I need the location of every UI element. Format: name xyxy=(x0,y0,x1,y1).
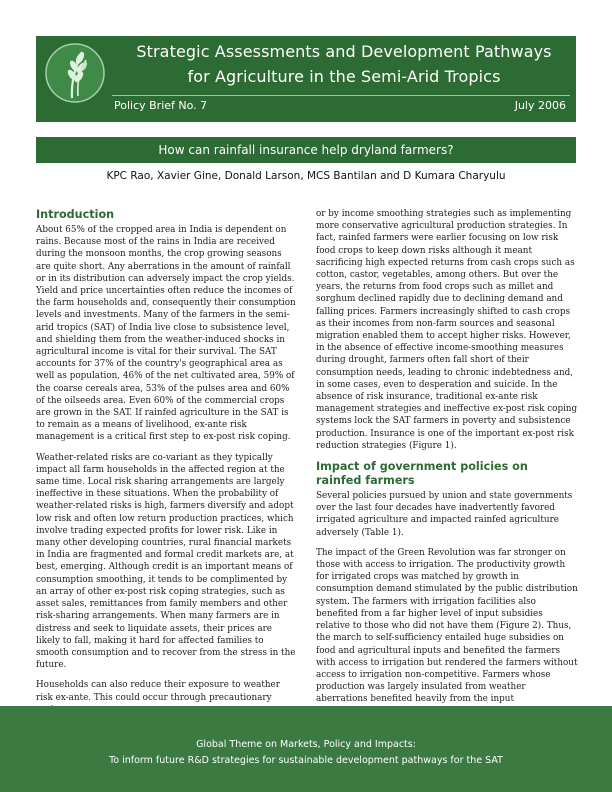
publication-date: July 2006 xyxy=(514,99,566,112)
left-text-column xyxy=(36,208,298,724)
intro-paragraph-2: Weather-related risks are co-variant as they typically impact all farm households in the affected region at the same time. Local risk sharing arrangements are largely ineffective in these situations. When the probability of weather-related risks is high, farmers diversify and adopt low risk and often low return production practices, which involve trading expected profits for lower risk. Like in many other developing countries, rural financial markets in India are fragmented and formal credit markets are, at best, emerging. Although credit is an important means of consumption smoothing, it tends to be complimented by an array of other ex-post risk coping strategies, such as asset sales, remittances from family members and other risk-sharing arrangements. When many farmers are in distress and seek to liquidate assets, their prices are likely to fall, making it hard for affected families to smooth consumption and to recover from the stress in the future. xyxy=(36,452,296,671)
header-banner xyxy=(36,36,576,122)
continued-paragraph: or by income smoothing strategies such as implementing more conservative agricultural production strategies. In fact, rainfed farmers were earlier focusing on low risk food crops to keep down risks although it meant sacrificing high expected returns from cash crops such as cotton, castor, vegetables, among others. But over the years, the returns from food crops such as millet and sorghum declined rapidly due to declining demand and falling prices. Farmers increasingly shifted to cash crops as their incomes from non-farm sources and seasonal migration enabled them to accept higher risks. However, in the absence of effective income-smoothing measures during drought, farmers often fall short of their consumption needs, leading to chronic indebtedness and, in some cases, even to desperation and suicide. In the absence of risk insurance, traditional ex-ante risk management strategies and ineffective ex-post risk coping systems lock the SAT farmers in poverty and subsistence production. Insurance is one of the important ex-post risk reduction strategies (Figure 1). xyxy=(316,209,578,451)
authors-line: KPC Rao, Xavier Gine, Donald Larson, MCS Bantilan and D Kumara Charyulu xyxy=(106,170,506,182)
publication-series-title-line1: Strategic Assessments and Development Pathways xyxy=(136,42,552,61)
policies-paragraph-1: Several policies pursued by union and state governments over the last four decades have inadvertently favored irrigated agriculture and impacted rainfed agriculture adversely (Table 1). xyxy=(316,491,573,538)
footer-banner xyxy=(0,706,612,792)
footer-mission-line: To inform future R&D strategies for sustainable development pathways for the SAT xyxy=(109,755,503,766)
header-divider xyxy=(112,95,570,96)
intro-paragraph-1: About 65% of the cropped area in India is dependent on rains. Because most of the rains in India are received during the monsoon months, the crop growing seasons are quite short. Any aberrations in the amount of rainfall or in its distribution can adversely impact the crop yields. Yield and price uncertainties often reduce the incomes of the farm households and, consequently their consumption levels and investments. Many of the farmers in the semi-arid tropics (SAT) of India live close to subsistence level, and shielding them from the weather-induced shocks in agricultural income is vital for their survival. The SAT accounts for 37% of the country's geographical area as well as population, 46% of the net cultivated area, 59% of the coarse cereals area, 53% of the pulses area and 60% of the oilseeds area. Even 60% of the commercial crops are grown in the SAT. If rainfed agriculture in the SAT is to remain as a means of livelihood, ex-ante risk management is a critical first step to ex-post risk coping. xyxy=(36,225,296,443)
intro-paragraph-3: Households can also reduce their exposure to weather risk ex-ante. This could occur through precautionary xyxy=(36,680,280,703)
footer-theme-line: Global Theme on Markets, Policy and Impacts: xyxy=(196,739,416,750)
publication-series-title-line2: for Agriculture in the Semi-Arid Tropics xyxy=(187,67,501,86)
wheat-stalk-logo-icon xyxy=(44,42,106,104)
brief-question-title: How can rainfall insurance help dryland farmers? xyxy=(36,137,576,163)
policy-brief-number: Policy Brief No. 7 xyxy=(114,99,208,112)
introduction-heading: Introduction xyxy=(36,208,115,221)
policies-paragraph-2: The impact of the Green Revolution was far stronger on those with access to irrigation. The productivity growth for irrigated crops was matched by growth in consumption demand stimulated by the public distribution system. The farmers with irrigation facilities also benefited from a far higher level of input subsidies relative to those who did not have them (Figure 2). Thus, the march to self-sufficiency entailed huge subsidies on food and agricultural inputs and benefited the farmers with access to irrigation but rendered the farmers without access to irrigation non-competitive. Farmers whose production was largely insulated from weather aberrations benefited heavily from the input xyxy=(316,547,578,705)
government-policies-heading xyxy=(316,460,578,488)
right-text-column xyxy=(316,208,578,714)
government-policies-heading-line2: rainfed farmers xyxy=(316,474,415,488)
government-policies-heading-line1: Impact of government policies on xyxy=(316,460,528,474)
